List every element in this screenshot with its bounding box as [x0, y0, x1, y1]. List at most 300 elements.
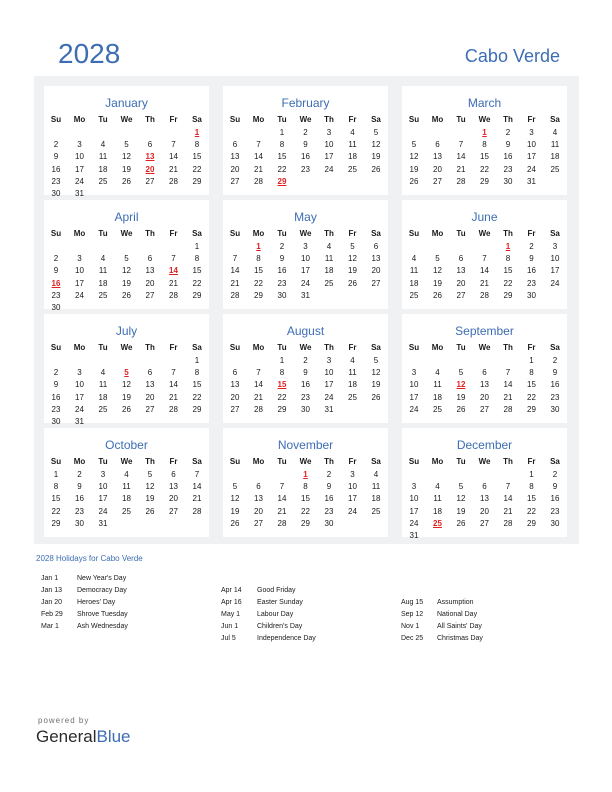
- day-cell: 19: [230, 506, 240, 516]
- holiday-date: Feb 29: [41, 611, 63, 618]
- holiday-item: [41, 575, 211, 587]
- day-cell: 4: [326, 242, 332, 251]
- weekday-header: Fr: [348, 115, 357, 124]
- weekday-header: Tu: [98, 457, 108, 466]
- day-cell: 10: [527, 140, 536, 150]
- day-cell: 16: [527, 266, 536, 276]
- day-cell: 24: [550, 278, 560, 288]
- day-cell: 27: [371, 278, 381, 288]
- day-cell: 18: [98, 392, 108, 402]
- day-cell: 3: [552, 242, 558, 251]
- day-cell: 14: [503, 380, 513, 390]
- day-cell: 13: [456, 266, 466, 276]
- day-cell: 30: [51, 303, 61, 312]
- weekday-header: Sa: [371, 457, 381, 466]
- holiday-day-cell: 14: [169, 266, 178, 276]
- day-cell: 3: [326, 356, 332, 365]
- holiday-name: Christmas Day: [437, 635, 483, 642]
- day-cell: 23: [503, 164, 513, 174]
- day-cell: 20: [480, 392, 489, 402]
- day-cell: 25: [550, 164, 560, 174]
- weekday-header: Mo: [252, 115, 265, 124]
- month-march: [402, 86, 567, 195]
- weekday-header: We: [478, 115, 491, 124]
- day-cell: 19: [122, 278, 131, 288]
- day-cell: 17: [75, 392, 84, 402]
- day-cell: 10: [348, 482, 357, 492]
- day-cell: 13: [433, 152, 442, 162]
- day-cell: 8: [279, 368, 285, 378]
- day-cell: 29: [527, 404, 536, 414]
- day-cell: 2: [552, 470, 558, 479]
- day-cell: 4: [100, 140, 106, 150]
- day-cell: 20: [145, 392, 155, 402]
- day-cell: 17: [550, 266, 560, 276]
- day-cell: 2: [53, 140, 59, 150]
- holiday-date: Sep 12: [401, 611, 424, 618]
- day-cell: 17: [301, 266, 310, 276]
- day-cell: 27: [169, 506, 178, 516]
- weekday-header: Sa: [550, 115, 560, 124]
- holiday-date: Apr 16: [221, 599, 242, 606]
- day-cell: 27: [480, 518, 489, 528]
- holiday-day-cell: 1: [482, 128, 487, 137]
- day-cell: 16: [550, 380, 560, 390]
- day-cell: 12: [433, 266, 442, 276]
- month-february: [223, 86, 388, 195]
- day-cell: 23: [550, 506, 560, 516]
- day-cell: 12: [122, 380, 131, 390]
- country-name: Cabo Verde: [464, 46, 560, 66]
- day-cell: 12: [348, 254, 357, 264]
- weekday-header: Sa: [371, 343, 381, 352]
- weekday-header: Fr: [527, 343, 536, 352]
- month-august: [223, 314, 388, 423]
- weekday-header: We: [478, 229, 491, 238]
- day-cell: 11: [122, 482, 131, 492]
- weekday-header: Fr: [348, 343, 357, 352]
- day-cell: 3: [77, 140, 82, 150]
- day-cell: 5: [435, 254, 440, 264]
- day-cell: 18: [98, 164, 108, 174]
- day-cell: 3: [77, 368, 82, 378]
- weekday-header: Tu: [456, 115, 466, 124]
- day-cell: 31: [75, 189, 84, 198]
- holiday-item: [41, 599, 211, 611]
- weekday-header: Su: [50, 343, 62, 352]
- day-cell: 8: [194, 368, 200, 378]
- day-cell: 9: [303, 368, 308, 378]
- month-june: [402, 200, 567, 309]
- day-cell: 1: [529, 470, 534, 479]
- day-cell: 10: [301, 254, 310, 264]
- day-cell: 1: [194, 356, 200, 365]
- weekday-header: Sa: [192, 343, 202, 352]
- day-cell: 11: [348, 140, 357, 150]
- weekday-header: Mo: [431, 457, 444, 466]
- day-cell: 12: [122, 152, 131, 162]
- holidays-title: 2028 Holidays for Cabo Verde: [36, 554, 143, 563]
- day-cell: 22: [277, 392, 287, 402]
- day-cell: 26: [145, 506, 155, 516]
- day-cell: 17: [75, 278, 84, 288]
- month-title: February: [281, 96, 330, 110]
- weekday-header: Th: [145, 457, 155, 466]
- day-cell: 18: [371, 494, 381, 504]
- day-cell: 16: [324, 494, 334, 504]
- day-cell: 11: [348, 368, 357, 378]
- day-cell: 11: [324, 254, 334, 264]
- weekday-header: Fr: [527, 457, 536, 466]
- day-cell: 20: [371, 266, 381, 276]
- day-cell: 14: [169, 152, 178, 162]
- day-cell: 28: [169, 290, 178, 300]
- day-cell: 25: [98, 290, 108, 300]
- weekday-header: Sa: [371, 229, 381, 238]
- weekday-header: Mo: [73, 457, 86, 466]
- month-title: October: [105, 438, 148, 452]
- day-cell: 19: [145, 494, 155, 504]
- holiday-item: [221, 611, 391, 623]
- day-cell: 17: [324, 380, 334, 390]
- holiday-name: Assumption: [437, 599, 474, 606]
- holiday-item: [401, 611, 571, 623]
- day-cell: 3: [100, 470, 106, 479]
- holiday-name: Independence Day: [257, 635, 316, 642]
- day-cell: 18: [409, 278, 419, 288]
- day-cell: 17: [409, 392, 419, 402]
- holiday-item: [41, 611, 211, 623]
- weekday-header: Sa: [550, 457, 560, 466]
- weekday-header: Th: [503, 115, 513, 124]
- day-cell: 4: [435, 368, 440, 378]
- day-cell: 10: [324, 368, 334, 378]
- day-cell: 31: [98, 518, 108, 528]
- day-cell: 15: [527, 380, 536, 390]
- day-cell: 5: [124, 254, 129, 264]
- day-cell: 20: [145, 278, 155, 288]
- day-cell: 3: [77, 254, 82, 264]
- day-cell: 30: [527, 290, 536, 300]
- weekday-header: Su: [408, 115, 420, 124]
- day-cell: 9: [53, 380, 59, 390]
- day-cell: 13: [230, 380, 240, 390]
- weekday-header: Th: [324, 115, 334, 124]
- day-cell: 28: [254, 176, 263, 186]
- day-cell: 20: [456, 278, 466, 288]
- holiday-day-cell: 1: [256, 242, 261, 251]
- weekday-header: Mo: [73, 115, 86, 124]
- weekday-header: Sa: [192, 457, 202, 466]
- day-cell: 16: [277, 266, 287, 276]
- weekday-header: Su: [229, 457, 241, 466]
- day-cell: 8: [529, 368, 534, 378]
- day-cell: 4: [411, 254, 417, 264]
- day-cell: 11: [371, 482, 381, 492]
- day-cell: 24: [75, 404, 84, 414]
- day-cell: 15: [192, 266, 202, 276]
- day-cell: 30: [550, 518, 560, 528]
- day-cell: 6: [482, 482, 487, 492]
- day-cell: 22: [192, 164, 202, 174]
- month-title: May: [294, 210, 317, 224]
- day-cell: 25: [98, 404, 108, 414]
- day-cell: 30: [503, 176, 513, 186]
- day-cell: 15: [192, 152, 202, 162]
- day-cell: 27: [230, 176, 240, 186]
- weekday-header: Th: [145, 229, 155, 238]
- weekday-header: Sa: [550, 229, 560, 238]
- weekday-header: Mo: [73, 229, 86, 238]
- day-cell: 7: [256, 140, 261, 150]
- weekday-header: Mo: [431, 115, 444, 124]
- day-cell: 29: [254, 290, 263, 300]
- holiday-date: Jan 1: [41, 575, 59, 582]
- day-cell: 7: [482, 254, 487, 264]
- day-cell: 9: [279, 254, 285, 264]
- day-cell: 7: [232, 254, 238, 264]
- day-cell: 10: [550, 254, 560, 264]
- weekday-header: Su: [408, 229, 420, 238]
- weekday-header: Su: [50, 115, 62, 124]
- day-cell: 5: [232, 482, 238, 492]
- day-cell: 7: [256, 368, 261, 378]
- day-cell: 30: [301, 404, 310, 414]
- weekday-header: Fr: [527, 229, 536, 238]
- weekday-header: Fr: [527, 115, 536, 124]
- month-title: June: [471, 210, 498, 224]
- day-cell: 13: [371, 254, 381, 264]
- day-cell: 6: [147, 368, 153, 378]
- day-cell: 12: [409, 152, 419, 162]
- day-cell: 10: [75, 380, 84, 390]
- weekday-header: Su: [50, 229, 62, 238]
- day-cell: 13: [230, 152, 240, 162]
- day-cell: 29: [277, 404, 287, 414]
- day-cell: 24: [324, 164, 334, 174]
- day-cell: 29: [51, 518, 61, 528]
- holiday-item: [41, 623, 211, 635]
- day-cell: 7: [458, 140, 464, 150]
- month-july: [44, 314, 209, 426]
- weekday-header: We: [120, 229, 133, 238]
- holiday-date: Nov 1: [401, 623, 420, 630]
- holiday-date: Dec 25: [401, 635, 424, 642]
- day-cell: 15: [503, 266, 513, 276]
- day-cell: 28: [169, 176, 178, 186]
- day-cell: 27: [230, 404, 240, 414]
- day-cell: 1: [529, 356, 534, 365]
- day-cell: 29: [503, 290, 513, 300]
- weekday-header: We: [478, 457, 491, 466]
- day-cell: 3: [411, 482, 417, 492]
- day-cell: 28: [503, 518, 513, 528]
- day-cell: 21: [254, 164, 263, 174]
- day-cell: 12: [371, 368, 381, 378]
- weekday-header: Su: [229, 115, 241, 124]
- day-cell: 21: [192, 494, 202, 504]
- day-cell: 22: [254, 278, 263, 288]
- day-cell: 4: [100, 368, 106, 378]
- day-cell: 10: [75, 152, 84, 162]
- day-cell: 17: [324, 152, 334, 162]
- day-cell: 11: [433, 494, 442, 504]
- day-cell: 16: [301, 380, 310, 390]
- day-cell: 15: [51, 494, 61, 504]
- holiday-day-cell: 1: [303, 470, 308, 479]
- weekday-header: Mo: [73, 343, 86, 352]
- day-cell: 27: [145, 176, 155, 186]
- day-cell: 1: [53, 470, 59, 479]
- day-cell: 9: [77, 482, 82, 492]
- day-cell: 18: [550, 152, 560, 162]
- day-cell: 25: [371, 506, 381, 516]
- weekday-header: Tu: [98, 115, 108, 124]
- generalblue-logo[interactable]: [36, 727, 131, 747]
- day-cell: 25: [409, 290, 419, 300]
- day-cell: 22: [527, 506, 536, 516]
- month-title: July: [115, 324, 138, 338]
- weekday-header: Fr: [169, 115, 178, 124]
- day-cell: 1: [279, 128, 285, 137]
- day-cell: 3: [350, 470, 355, 479]
- weekday-header: Th: [324, 343, 334, 352]
- holiday-date: Apr 14: [221, 587, 242, 594]
- day-cell: 6: [147, 140, 153, 150]
- day-cell: 30: [75, 518, 84, 528]
- day-cell: 7: [505, 368, 511, 378]
- day-cell: 31: [409, 531, 419, 540]
- day-cell: 4: [552, 128, 558, 137]
- day-cell: 19: [409, 164, 419, 174]
- day-cell: 8: [303, 482, 308, 492]
- weekday-header: Sa: [192, 229, 202, 238]
- day-cell: 25: [98, 176, 108, 186]
- month-december: [402, 428, 567, 540]
- weekday-header: Mo: [431, 343, 444, 352]
- day-cell: 9: [303, 140, 308, 150]
- day-cell: 12: [371, 140, 381, 150]
- day-cell: 11: [98, 266, 108, 276]
- weekday-header: We: [120, 457, 133, 466]
- day-cell: 12: [456, 494, 466, 504]
- brand-general: General: [36, 727, 97, 746]
- day-cell: 27: [433, 176, 442, 186]
- day-cell: 25: [348, 392, 357, 402]
- day-cell: 2: [303, 128, 308, 137]
- day-cell: 17: [409, 506, 419, 516]
- day-cell: 24: [348, 506, 357, 516]
- day-cell: 29: [192, 404, 202, 414]
- weekday-header: We: [299, 457, 312, 466]
- month-title: August: [286, 324, 325, 338]
- day-cell: 18: [433, 392, 442, 402]
- day-cell: 8: [279, 140, 285, 150]
- day-cell: 28: [480, 290, 489, 300]
- day-cell: 19: [122, 392, 131, 402]
- day-cell: 20: [480, 506, 489, 516]
- day-cell: 22: [51, 506, 61, 516]
- weekday-header: Th: [145, 343, 155, 352]
- day-cell: 27: [145, 404, 155, 414]
- holiday-day-cell: 5: [124, 368, 129, 378]
- day-cell: 24: [75, 290, 84, 300]
- day-cell: 15: [192, 380, 202, 390]
- day-cell: 3: [411, 368, 417, 378]
- day-cell: 28: [456, 176, 466, 186]
- holiday-day-cell: 29: [277, 176, 287, 186]
- day-cell: 21: [169, 278, 178, 288]
- calendar-year: 2028: [58, 38, 121, 69]
- day-cell: 22: [192, 392, 202, 402]
- day-cell: 6: [171, 470, 176, 479]
- day-cell: 9: [53, 266, 59, 276]
- weekday-header: We: [299, 115, 312, 124]
- day-cell: 22: [527, 392, 536, 402]
- day-cell: 31: [324, 404, 334, 414]
- holiday-date: Jul 5: [221, 635, 236, 642]
- day-cell: 11: [550, 140, 560, 150]
- weekday-header: Tu: [456, 457, 466, 466]
- holiday-name: Democracy Day: [77, 587, 127, 594]
- day-cell: 7: [194, 470, 200, 479]
- weekday-header: Th: [503, 343, 513, 352]
- day-cell: 23: [51, 290, 61, 300]
- weekday-header: Tu: [277, 343, 287, 352]
- calendar-grid: [34, 76, 579, 544]
- powered-by-text: powered by: [38, 716, 90, 725]
- day-cell: 23: [301, 164, 310, 174]
- day-cell: 21: [503, 506, 513, 516]
- day-cell: 28: [254, 404, 263, 414]
- month-title: December: [456, 438, 513, 452]
- day-cell: 20: [254, 506, 263, 516]
- day-cell: 29: [192, 176, 202, 186]
- day-cell: 14: [192, 482, 202, 492]
- day-cell: 13: [169, 482, 178, 492]
- holiday-date: Jan 20: [41, 599, 63, 606]
- day-cell: 28: [230, 290, 240, 300]
- day-cell: 4: [435, 482, 440, 492]
- day-cell: 14: [480, 266, 489, 276]
- weekday-header: Sa: [371, 115, 381, 124]
- day-cell: 20: [169, 494, 178, 504]
- day-cell: 4: [350, 356, 355, 365]
- holiday-day-cell: 13: [145, 152, 155, 162]
- weekday-header: We: [299, 343, 312, 352]
- day-cell: 30: [550, 404, 560, 414]
- day-cell: 26: [433, 290, 442, 300]
- day-cell: 23: [51, 176, 61, 186]
- day-cell: 28: [169, 404, 178, 414]
- month-january: [44, 86, 209, 198]
- weekday-header: Mo: [252, 229, 265, 238]
- day-cell: 12: [122, 266, 131, 276]
- weekday-header: Th: [503, 229, 513, 238]
- weekday-header: Tu: [277, 115, 287, 124]
- weekday-header: Fr: [169, 457, 178, 466]
- day-cell: 7: [171, 254, 176, 264]
- day-cell: 9: [529, 254, 534, 264]
- day-cell: 5: [458, 368, 464, 378]
- day-cell: 6: [373, 242, 379, 251]
- weekday-header: Tu: [456, 229, 466, 238]
- day-cell: 21: [277, 506, 287, 516]
- day-cell: 26: [348, 278, 357, 288]
- day-cell: 14: [503, 494, 513, 504]
- day-cell: 8: [529, 482, 534, 492]
- day-cell: 16: [301, 152, 310, 162]
